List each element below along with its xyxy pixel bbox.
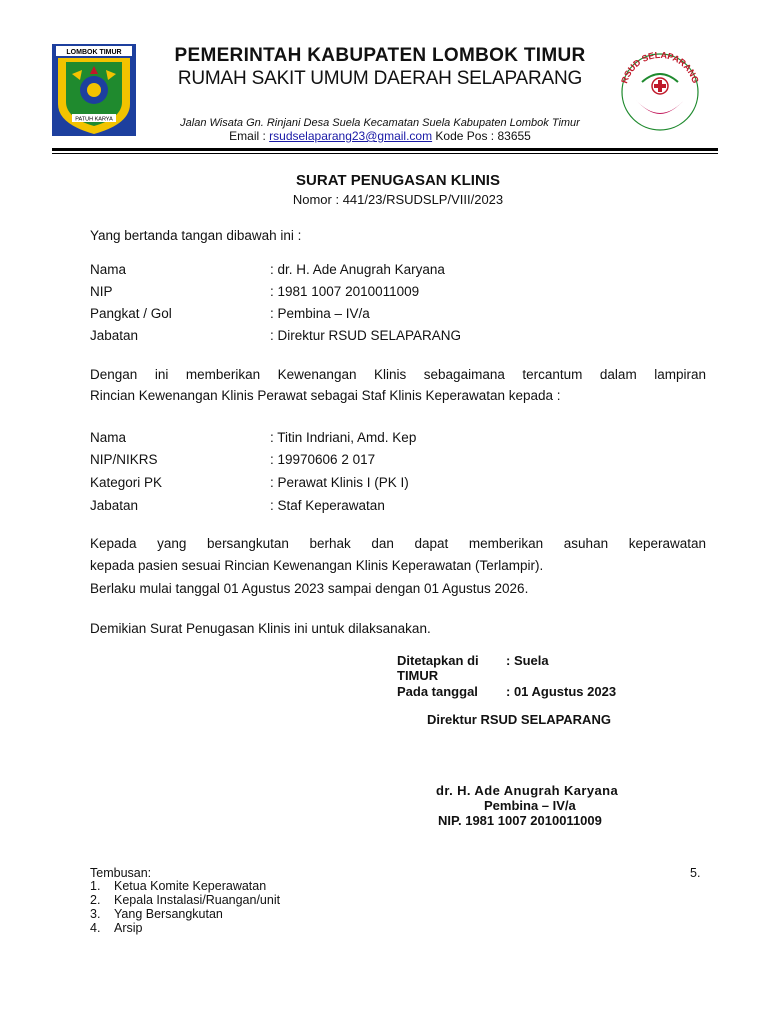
list-item bbox=[90, 921, 142, 935]
lombok-timur-crest-logo bbox=[52, 44, 136, 136]
document-title: SURAT PENUGASAN KLINIS bbox=[296, 172, 500, 189]
svg-text:PATUH KARYA: PATUH KARYA bbox=[75, 116, 113, 123]
recipient-position-label: Jabatan bbox=[90, 498, 139, 513]
signer-name: dr. H. Ade Anugrah Karyana bbox=[436, 783, 619, 798]
paragraph-1-line-2: Rincian Kewenangan Klinis Perawat sebagai Staf Klinis Keperawatan kepada : bbox=[90, 388, 561, 403]
sign-place-continued: TIMUR bbox=[397, 668, 439, 683]
signer-nip-label: NIP bbox=[90, 284, 113, 299]
header-contact bbox=[150, 129, 610, 143]
signer-rank-label: Pangkat / Gol bbox=[90, 306, 172, 321]
signer-rank-value: : Pembina – IV/a bbox=[270, 306, 370, 321]
paragraph-2-line-1: Kepada yang bersangkutan berhak dan dapat memberikan asuhan keperawatan bbox=[90, 536, 706, 551]
list-item-number: 2. bbox=[90, 893, 101, 907]
recipient-nip-value: : 19970606 2 017 bbox=[270, 452, 376, 467]
postal-code: Kode Pos : 83655 bbox=[432, 129, 531, 143]
email-link[interactable]: rsudselaparang23@gmail.com bbox=[269, 129, 433, 143]
document-number: Nomor : 441/23/RSUDSLP/VIII/2023 bbox=[292, 192, 504, 207]
list-item bbox=[90, 907, 223, 921]
intro-text: Yang bertanda tangan dibawah ini : bbox=[90, 228, 302, 243]
paragraph-1-line-1: Dengan ini memberikan Kewenangan Klinis sebagaimana tercantum dalam lampiran bbox=[90, 367, 706, 382]
sign-date-label: Pada tanggal bbox=[397, 684, 478, 699]
rsud-selaparang-logo bbox=[612, 48, 708, 132]
page-marker: 5. bbox=[690, 866, 701, 880]
signer-title: Direktur RSUD SELAPARANG bbox=[427, 712, 611, 727]
header-rule-thick bbox=[52, 148, 718, 151]
list-item-number: 3. bbox=[90, 907, 101, 921]
recipient-name-value: : Titin Indriani, Amd. Kep bbox=[270, 430, 417, 445]
signer-nip-value: : 1981 1007 2010011009 bbox=[270, 284, 420, 299]
recipient-nip-label: NIP/NIKRS bbox=[90, 452, 158, 467]
list-item-number: 1. bbox=[90, 879, 101, 893]
email-label: Email : bbox=[229, 129, 270, 143]
list-item-text: Kepala Instalasi/Ruangan/unit bbox=[114, 893, 281, 907]
sign-date-value: : 01 Agustus 2023 bbox=[506, 684, 617, 699]
recipient-name-label: Nama bbox=[90, 430, 127, 445]
cc-title: Tembusan: bbox=[90, 866, 152, 880]
closing-text: Demikian Surat Penugasan Klinis ini untuk dilaksanakan. bbox=[90, 621, 431, 636]
list-item-number: 4. bbox=[90, 921, 101, 935]
signer-position-label: Jabatan bbox=[90, 328, 139, 343]
recipient-category-value: : Perawat Klinis I (PK I) bbox=[270, 475, 409, 490]
svg-text:RSUD SELAPARANG: RSUD SELAPARANG bbox=[619, 49, 701, 85]
signer-name-value: : dr. H. Ade Anugrah Karyana bbox=[270, 262, 445, 277]
list-item bbox=[90, 879, 266, 893]
header-address: Jalan Wisata Gn. Rinjani Desa Suela Kecamatan Suela Kabupaten Lombok Timur bbox=[180, 117, 580, 129]
signer-rank: Pembina – IV/a bbox=[484, 798, 576, 813]
list-item-text: Yang Bersangkutan bbox=[114, 907, 223, 921]
paragraph-2-line-3: Berlaku mulai tanggal 01 Agustus 2023 sampai dengan 01 Agustus 2026. bbox=[90, 581, 529, 596]
recipient-position-value: : Staf Keperawatan bbox=[270, 498, 385, 513]
recipient-category-label: Kategori PK bbox=[90, 475, 163, 490]
sign-place-label: Ditetapkan di bbox=[397, 653, 479, 668]
header-hospital: RUMAH SAKIT UMUM DAERAH SELAPARANG bbox=[177, 68, 583, 89]
signer-name-label: Nama bbox=[90, 262, 127, 277]
list-item-text: Ketua Komite Keperawatan bbox=[114, 879, 267, 893]
list-item bbox=[90, 893, 280, 907]
header-government: PEMERINTAH KABUPATEN LOMBOK TIMUR bbox=[174, 45, 586, 66]
header-rule-thin bbox=[52, 153, 718, 154]
svg-text:LOMBOK TIMUR: LOMBOK TIMUR bbox=[66, 49, 122, 56]
list-item-text: Arsip bbox=[114, 921, 143, 935]
paragraph-2-line-2: kepada pasien sesuai Rincian Kewenangan Klinis Keperawatan (Terlampir). bbox=[90, 558, 544, 573]
sign-place-value: : Suela bbox=[506, 653, 549, 668]
signer-nip: NIP. 1981 1007 2010011009 bbox=[438, 813, 602, 828]
signer-position-value: : Direktur RSUD SELAPARANG bbox=[270, 328, 462, 343]
